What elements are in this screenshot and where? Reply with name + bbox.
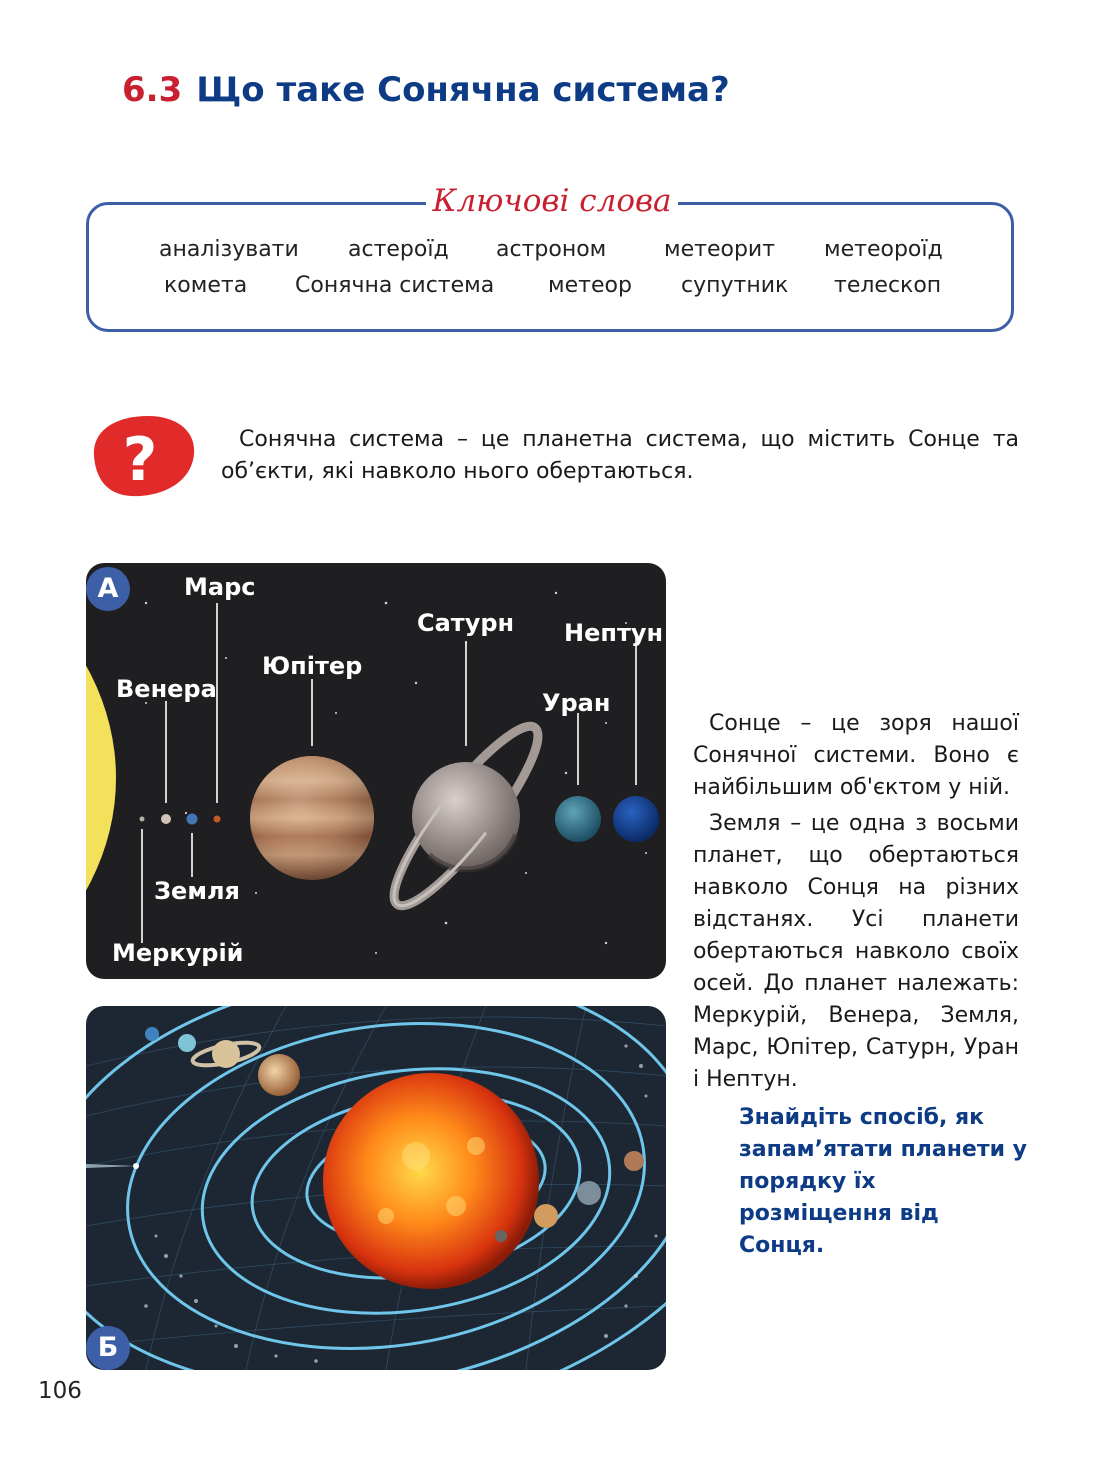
intro-definition: Сонячна система – це планетна система, що містить Сонце та об’єкти, які навколо нього обертаються. [221, 427, 1019, 484]
keyword: Сонячна система [295, 273, 495, 298]
keyword: аналізувати [159, 237, 299, 262]
keyword: супутник [681, 273, 789, 298]
keywords-title: Ключові слова [426, 178, 678, 224]
keyword: метеороїд [824, 237, 943, 262]
venus-label: Венера [116, 675, 217, 703]
figure-b-badge: Б [86, 1326, 130, 1370]
uranus-label: Уран [542, 689, 611, 717]
section-title: Що таке Сонячна система? [196, 70, 730, 110]
keyword: комета [164, 273, 248, 298]
neptune-label: Нептун [564, 619, 664, 647]
earth-label: Земля [154, 877, 240, 905]
question-icon [86, 414, 196, 498]
saturn-label: Сатурн [417, 609, 515, 637]
keyword: астероїд [348, 237, 449, 262]
keyword: метеор [548, 273, 632, 298]
figure-a-badge: А [86, 567, 130, 611]
section-heading [122, 70, 730, 110]
page-number: 106 [38, 1378, 82, 1404]
keyword: телескоп [834, 273, 942, 298]
planets-paragraph: Земля – це одна з восьми планет, що обертаються навколо Сонця на різних відстанях. Усі планети обертаються навколо своїх осей. До планет належать: Меркурій, Венера, Земля, Марс, Юпітер, Сатурн, Уран і Нептун. [693, 811, 1019, 1092]
sun-paragraph: Сонце – це зоря нашої Сонячної системи. Воно є найбільшим об'єктом у ній. [693, 711, 1019, 800]
section-number: 6.3 [122, 70, 183, 110]
keyword: астроном [496, 237, 607, 262]
svg-text:?: ? [122, 425, 158, 495]
keyword: метеорит [664, 237, 776, 262]
jupiter-label: Юпітер [262, 652, 363, 680]
solar-system-orbits-image [86, 1006, 666, 1370]
mars-label: Марс [184, 573, 256, 601]
mercury-label: Меркурій [112, 939, 244, 967]
task-prompt: Знайдіть спосіб, як запам’ятати планети у порядку їх розміщення від Сонця. [739, 1105, 1028, 1258]
solar-system-lineup-image [86, 563, 666, 979]
